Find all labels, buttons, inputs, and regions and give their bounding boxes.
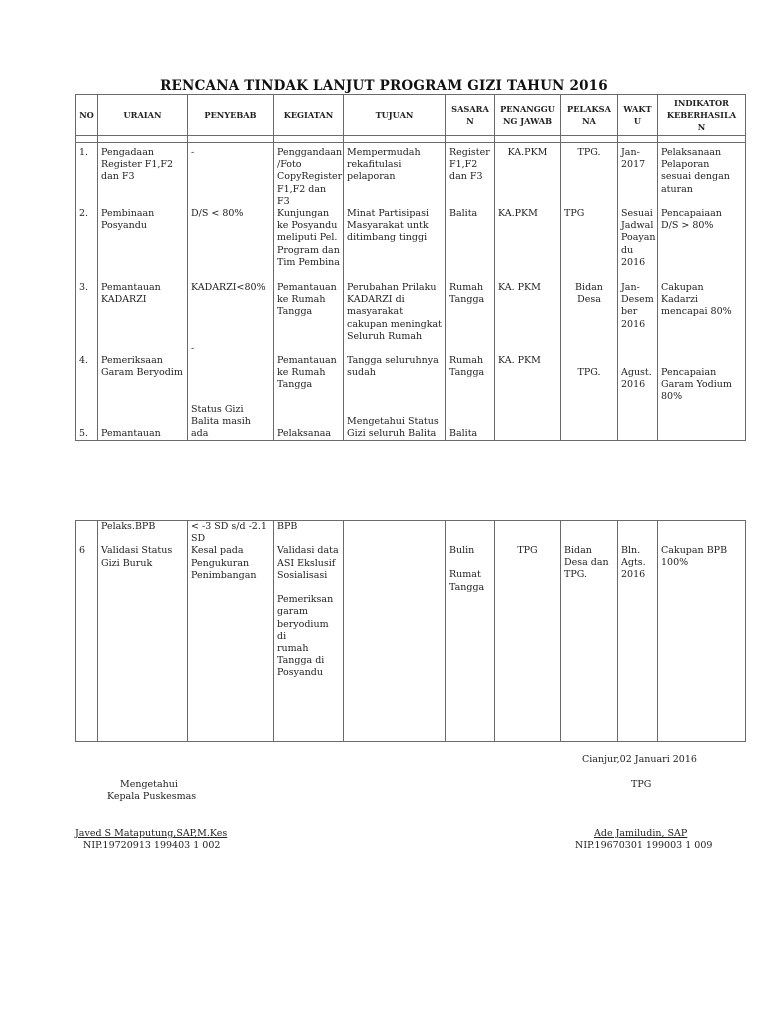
cell-line: 2016 bbox=[621, 569, 646, 581]
cell-line: Balita bbox=[449, 208, 478, 220]
cell-line: dan F3 bbox=[449, 171, 483, 183]
cell-line: Kesal pada bbox=[191, 545, 244, 557]
cell-line: Status Gizi bbox=[191, 403, 244, 415]
cell-line: Balita masih ada bbox=[191, 415, 251, 440]
cell-line: Tangga bbox=[449, 581, 485, 593]
row-sasaran bbox=[446, 282, 495, 355]
cell-line: ditimbang tinggi bbox=[347, 232, 428, 244]
cell-line: ASI Ekslusif bbox=[277, 557, 336, 569]
cell-line: D/S > 80% bbox=[661, 220, 714, 232]
cell-line: Cakupan BPB bbox=[661, 545, 728, 556]
cell-line: Desa dan bbox=[564, 557, 609, 569]
row-penyebab: - bbox=[188, 355, 274, 404]
row-kegiatan bbox=[274, 282, 344, 355]
cell-line: Gizi Buruk bbox=[101, 557, 153, 569]
row-penyebab bbox=[188, 404, 274, 441]
cell-line: NA bbox=[582, 116, 596, 126]
row-indikator bbox=[658, 521, 746, 742]
cell-line bbox=[277, 582, 340, 594]
row-waktu bbox=[618, 208, 658, 282]
cell-line: Pemantauan bbox=[101, 428, 161, 440]
row-pj bbox=[495, 208, 561, 282]
cell-line: 100% bbox=[661, 557, 689, 569]
cell-line: Gizi seluruh Balita bbox=[347, 428, 437, 440]
header-penanggung-jawab bbox=[495, 95, 561, 136]
cell-line: ber bbox=[621, 306, 638, 318]
cell-line: Penggandaan bbox=[277, 147, 343, 158]
header-sasaran bbox=[446, 95, 495, 136]
row-waktu bbox=[618, 355, 658, 404]
cell-line: Tangga seluruhnya bbox=[347, 355, 439, 367]
cell-line: Mempermudah bbox=[347, 147, 421, 158]
cell-line: TPG. bbox=[577, 367, 601, 379]
cell-line: Jadwal bbox=[621, 220, 654, 232]
row-sasaran bbox=[446, 208, 495, 282]
cell-line: KA.PKM bbox=[507, 147, 548, 158]
row-sasaran bbox=[446, 404, 495, 441]
cell-line: < -3 SD s/d -2.1 bbox=[191, 521, 267, 532]
header-kegiatan: KEGIATAN bbox=[274, 95, 344, 136]
cell-line: Perubahan Prilaku bbox=[347, 282, 437, 294]
cell-line: Pembinaan bbox=[101, 208, 155, 220]
row-uraian bbox=[98, 521, 188, 742]
row-pelaksana bbox=[561, 355, 618, 404]
cell-line: Validasi Status bbox=[101, 545, 173, 557]
header-row bbox=[76, 95, 746, 136]
cell-line: Jan- bbox=[621, 282, 640, 294]
row-penyebab bbox=[188, 208, 274, 282]
header-indikator bbox=[658, 95, 746, 136]
cell-line: rumah bbox=[277, 643, 309, 655]
table-row bbox=[76, 208, 746, 282]
row-kegiatan bbox=[274, 208, 344, 282]
row-pelaksana bbox=[561, 208, 618, 282]
cell-line: pelaporan bbox=[347, 171, 396, 183]
row-penyebab bbox=[188, 521, 274, 742]
cell-line: Rumah bbox=[449, 282, 484, 294]
row-pelaksana bbox=[561, 143, 618, 209]
cell-line: Bidan bbox=[575, 282, 603, 294]
row-kegiatan bbox=[274, 521, 344, 742]
cell-line: U bbox=[633, 116, 642, 126]
cell-line: Pemantauan bbox=[101, 282, 161, 294]
row-kegiatan bbox=[274, 355, 344, 404]
cell-line bbox=[449, 557, 491, 569]
cell-line: meliputi Pel. bbox=[277, 232, 338, 244]
cell-line: Tangga bbox=[277, 379, 313, 391]
cell-line bbox=[277, 533, 340, 545]
cell-line: sesuai dengan bbox=[661, 171, 730, 183]
row-pj: TPG bbox=[495, 521, 561, 742]
cell-line: Pemantauan bbox=[277, 282, 337, 294]
row-indikator bbox=[658, 282, 746, 355]
cell-line: Pemantauan bbox=[277, 355, 337, 367]
left-signatory-nip: NIP.19720913 199403 1 002 bbox=[83, 840, 221, 851]
cell-line: cakupan meningkat bbox=[347, 318, 442, 330]
header-waktu bbox=[618, 95, 658, 136]
cell-line: Posyandu bbox=[277, 667, 323, 679]
row-no: 1. bbox=[76, 143, 98, 209]
table-row bbox=[76, 143, 746, 209]
header-pelaksana bbox=[561, 95, 618, 136]
row-pj bbox=[495, 355, 561, 404]
row-uraian bbox=[98, 208, 188, 282]
cell-line: Garam Yodium bbox=[661, 379, 732, 391]
cell-line: Desem bbox=[621, 294, 654, 306]
table-row bbox=[76, 521, 746, 742]
cell-line: TPG. bbox=[564, 569, 587, 581]
row-tujuan bbox=[344, 282, 446, 355]
header-uraian: URAIAN bbox=[98, 95, 188, 136]
row-sasaran bbox=[446, 355, 495, 404]
cell-line: F1,F2 dan F3 bbox=[277, 183, 327, 207]
spacer-row bbox=[76, 136, 746, 143]
cell-line: Pelaksanaa bbox=[277, 428, 332, 440]
cell-line: - bbox=[191, 147, 195, 158]
header-no: NO bbox=[76, 95, 98, 136]
cell-line: WAKT bbox=[623, 104, 652, 114]
cell-line: Poayan bbox=[621, 232, 656, 244]
row-uraian bbox=[98, 404, 188, 441]
cell-line: 2016 bbox=[621, 318, 646, 330]
cell-line: du bbox=[621, 244, 634, 256]
cell-line: KEBERHASILA bbox=[666, 110, 737, 120]
cell-line: PENANGGU bbox=[500, 104, 555, 114]
cell-line: Register bbox=[449, 147, 490, 158]
plan-table bbox=[75, 94, 746, 441]
cell-line bbox=[101, 533, 184, 545]
cell-line: masyarakat bbox=[347, 306, 404, 318]
cell-line: SASARA bbox=[451, 104, 489, 114]
row-no: 2. bbox=[76, 208, 98, 282]
cell-line: Posyandu bbox=[101, 220, 147, 232]
place-date: Cianjur,02 Januari 2016 bbox=[582, 754, 697, 765]
cell-line: Register F1,F2 bbox=[101, 159, 174, 171]
row-no: 5. bbox=[76, 404, 98, 441]
cell-line: aturan bbox=[661, 183, 693, 195]
row-waktu bbox=[618, 143, 658, 209]
table-row bbox=[76, 355, 746, 404]
cell-line: Bidan bbox=[564, 545, 592, 556]
row-kegiatan bbox=[274, 143, 344, 209]
row-no: 4. bbox=[76, 355, 98, 404]
cell-line: Minat Partisipasi bbox=[347, 208, 429, 220]
cell-line: Cakupan bbox=[661, 282, 704, 294]
row-pelaksana bbox=[561, 521, 618, 742]
cell-line: Desa bbox=[577, 294, 601, 306]
cell-line: ke Rumah bbox=[277, 367, 326, 379]
cell-line: TPG bbox=[564, 208, 585, 220]
cell-line: PELAKSA bbox=[567, 104, 611, 114]
cell-line: Pelaksanaan bbox=[661, 147, 722, 158]
row-uraian bbox=[98, 355, 188, 404]
row-tujuan bbox=[344, 404, 446, 441]
row-tujuan bbox=[344, 208, 446, 282]
left-role-2: Kepala Puskesmas bbox=[107, 791, 197, 802]
cell-line: Bulin bbox=[449, 545, 475, 556]
row-indikator bbox=[658, 208, 746, 282]
row-indikator bbox=[658, 143, 746, 209]
cell-line: Kunjungan bbox=[277, 208, 330, 220]
cell-line: Tangga bbox=[449, 294, 485, 306]
row-pj bbox=[495, 143, 561, 209]
cell-line: garam bbox=[277, 606, 308, 618]
left-signatory-name: Javed S Mataputung,SAP,M.Kes bbox=[75, 828, 228, 839]
cell-line: Sosialisasi bbox=[277, 569, 328, 581]
cell-line: 2017 bbox=[621, 159, 646, 171]
cell-line: Tim Pembina bbox=[277, 256, 340, 268]
cell-line: KADARZI<80% bbox=[191, 282, 266, 294]
cell-line: BPB bbox=[277, 521, 298, 532]
cell-line: 80% bbox=[661, 391, 683, 403]
cell-line: NG JAWAB bbox=[502, 116, 553, 126]
row-uraian bbox=[98, 282, 188, 355]
cell-line: rekafitulasi bbox=[347, 159, 402, 171]
cell-line: Balita bbox=[449, 428, 478, 440]
cell-line: N bbox=[697, 122, 706, 132]
cell-line: KA. PKM bbox=[498, 355, 541, 367]
cell-line: INDIKATOR bbox=[674, 98, 729, 108]
row-sasaran bbox=[446, 521, 495, 742]
cell-line: Sesuai bbox=[621, 208, 653, 220]
cell-line: Tangga bbox=[449, 367, 485, 379]
cell-line: Pencapaian bbox=[661, 367, 717, 379]
cell-line: 2016 bbox=[621, 256, 646, 268]
cell-line: Masyarakat untk bbox=[347, 220, 429, 232]
table-row bbox=[76, 282, 746, 355]
cell-line: Pemeriksaan bbox=[101, 355, 163, 367]
cell-line: D/S < 80% bbox=[191, 208, 244, 220]
left-role-1: Mengetahui bbox=[120, 779, 178, 790]
header-tujuan: TUJUAN bbox=[344, 95, 446, 136]
right-role: TPG bbox=[631, 779, 652, 790]
cell-line: sudah bbox=[347, 367, 376, 379]
row-sasaran bbox=[446, 143, 495, 209]
cell-line: ke Posyandu bbox=[277, 220, 338, 232]
cell-line: Mengetahui Status bbox=[347, 415, 439, 427]
right-signatory-nip: NIP.19670301 199003 1 009 bbox=[575, 840, 713, 851]
row-indikator bbox=[658, 355, 746, 404]
cell-line: ke Rumah bbox=[277, 294, 326, 306]
cell-line: N bbox=[466, 116, 474, 126]
row-pj bbox=[495, 282, 561, 355]
row-pelaksana bbox=[561, 282, 618, 355]
cell-line: dan F3 bbox=[101, 171, 135, 183]
plan-table-continued bbox=[75, 520, 746, 742]
cell-line: CopyRegister bbox=[277, 171, 343, 183]
cell-line: Rumah bbox=[449, 355, 484, 367]
cell-line: TPG. bbox=[577, 147, 601, 158]
cell-line: Pemeriksan bbox=[277, 594, 334, 606]
cell-line: 2016 bbox=[621, 379, 646, 391]
cell-line: Jan- bbox=[621, 147, 640, 158]
cell-line: Bln. bbox=[621, 545, 641, 556]
cell-line: Pencapaiaan bbox=[661, 208, 722, 220]
header-penyebab: PENYEBAB bbox=[188, 95, 274, 136]
row-uraian bbox=[98, 143, 188, 209]
cell-line: Pengadaan bbox=[101, 147, 154, 158]
cell-line: Seluruh Rumah bbox=[347, 330, 423, 342]
row-tujuan bbox=[344, 355, 446, 404]
row-tujuan bbox=[344, 143, 446, 209]
cell-line: SD bbox=[191, 533, 206, 545]
cell-line: Pengukuran bbox=[191, 557, 250, 569]
cell-line: Agust. bbox=[621, 367, 652, 379]
cell-line: Tangga bbox=[277, 306, 313, 318]
cell-line: F1,F2 bbox=[449, 159, 478, 171]
cell-line: Pelaporan bbox=[661, 159, 710, 171]
right-signatory-name: Ade Jamiludin, SAP bbox=[594, 828, 688, 839]
cell-line: Program dan bbox=[277, 244, 340, 256]
cell-line: Validasi data bbox=[277, 545, 339, 557]
cell-line: KADARZI bbox=[101, 294, 147, 306]
cell-line: /Foto bbox=[277, 159, 302, 171]
cell-line: Kadarzi bbox=[661, 294, 699, 306]
cell-line: KADARZI di bbox=[347, 294, 405, 306]
cell-line: beryodium di bbox=[277, 618, 329, 642]
cell-line: Agts. bbox=[621, 557, 646, 569]
cell-line: Rumat bbox=[449, 569, 481, 581]
cell-line: KA.PKM bbox=[498, 208, 538, 220]
cell-line: mencapai 80% bbox=[661, 306, 732, 318]
cell-line: Garam Beryodim bbox=[101, 367, 183, 379]
row-no: 3. bbox=[76, 282, 98, 355]
row-waktu bbox=[618, 521, 658, 742]
row-no: 6 bbox=[76, 521, 98, 742]
row-waktu bbox=[618, 282, 658, 355]
cell-line: KA. PKM bbox=[498, 282, 541, 294]
page-title: RENCANA TINDAK LANJUT PROGRAM GIZI TAHUN 2016 bbox=[160, 78, 608, 94]
table-row bbox=[76, 404, 746, 441]
cell-line: Pelaks.BPB bbox=[101, 521, 156, 532]
row-penyebab bbox=[188, 143, 274, 209]
cell-line: Tangga di bbox=[277, 655, 325, 667]
cell-line: Penimbangan bbox=[191, 569, 257, 581]
row-kegiatan bbox=[274, 404, 344, 441]
